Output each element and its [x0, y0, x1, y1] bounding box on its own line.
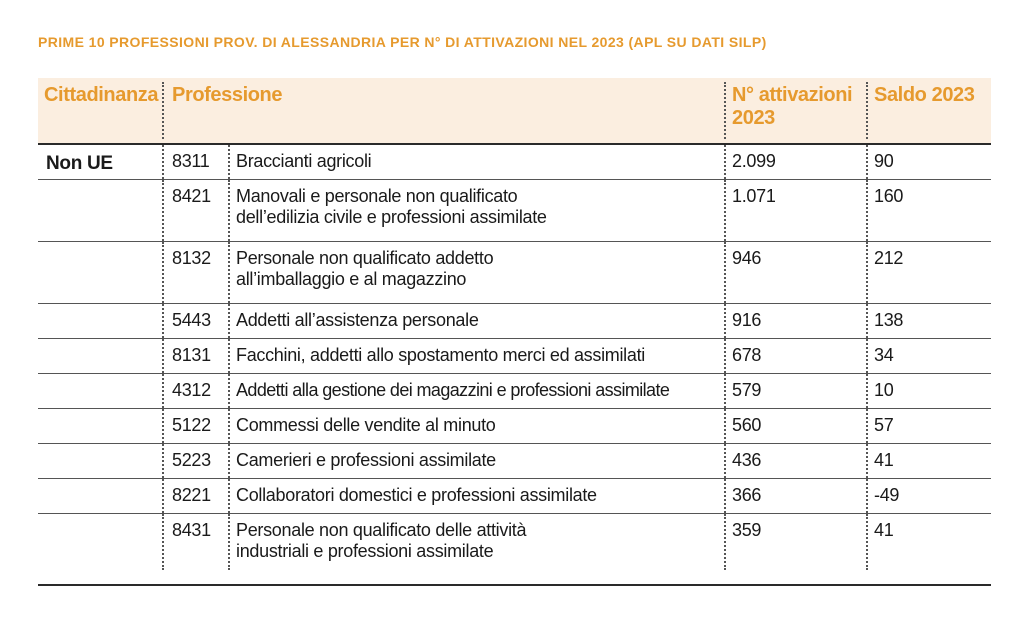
column-divider	[162, 180, 164, 241]
row-saldo: 41	[874, 450, 894, 470]
row-code: 8421	[172, 186, 211, 206]
row-description	[236, 310, 726, 331]
table-row	[38, 514, 991, 570]
row-description-line2: all’imballaggio e al magazzino	[236, 269, 467, 289]
row-description-line1: Personale non qualificato delle attività	[236, 520, 527, 540]
column-divider	[228, 374, 230, 408]
table-body	[38, 145, 991, 570]
row-saldo: 57	[874, 415, 894, 435]
page-title: PRIME 10 PROFESSIONI PROV. DI ALESSANDRIA PER N° DI ATTIVAZIONI NEL 2023 (APL SU DATI SILP)	[38, 34, 767, 50]
row-description	[236, 450, 726, 471]
column-divider	[724, 339, 726, 373]
row-description	[236, 485, 726, 506]
row-saldo: 160	[874, 186, 904, 206]
column-divider	[724, 242, 726, 303]
header-attivazioni	[732, 84, 864, 130]
row-saldo: 34	[874, 345, 894, 365]
column-divider	[162, 409, 164, 443]
row-code: 8131	[172, 345, 211, 365]
row-saldo: 212	[874, 248, 904, 268]
group-label: Non UE	[46, 153, 113, 174]
column-divider	[724, 409, 726, 443]
column-divider	[866, 339, 868, 373]
table-row	[38, 409, 991, 444]
column-divider	[866, 479, 868, 513]
row-description-line2: dell’edilizia civile e professioni assimilate	[236, 207, 547, 227]
header-cittadinanza: Cittadinanza	[44, 84, 159, 106]
row-saldo: 90	[874, 151, 894, 171]
column-divider	[228, 145, 230, 179]
row-attivazioni: 916	[732, 310, 762, 330]
column-divider	[228, 304, 230, 338]
header-saldo: Saldo 2023	[874, 84, 975, 106]
row-description-line1: Addetti alla gestione dei magazzini e professioni assimilate	[236, 380, 670, 400]
column-divider	[162, 374, 164, 408]
row-saldo: 138	[874, 310, 904, 330]
column-divider	[866, 514, 868, 570]
row-code: 4312	[172, 380, 211, 400]
column-divider	[724, 444, 726, 478]
column-divider	[162, 444, 164, 478]
column-divider	[866, 444, 868, 478]
row-description	[236, 520, 726, 562]
column-divider	[724, 180, 726, 241]
row-description-line1: Commessi delle vendite al minuto	[236, 415, 496, 435]
column-divider	[162, 339, 164, 373]
table-row	[38, 145, 991, 180]
row-code: 8311	[172, 151, 210, 171]
row-attivazioni: 366	[732, 485, 762, 505]
table-row	[38, 444, 991, 479]
row-description	[236, 380, 726, 401]
column-divider	[724, 374, 726, 408]
column-divider	[866, 145, 868, 179]
table-row	[38, 479, 991, 514]
column-divider	[228, 242, 230, 303]
row-description	[236, 415, 726, 436]
column-divider	[228, 444, 230, 478]
row-description-line1: Personale non qualificato addetto	[236, 248, 494, 268]
column-divider	[162, 514, 164, 570]
column-divider	[228, 409, 230, 443]
row-description	[236, 248, 726, 290]
row-saldo: 41	[874, 520, 894, 540]
row-code: 8132	[172, 248, 211, 268]
row-attivazioni: 579	[732, 380, 762, 400]
row-code: 5443	[172, 310, 211, 330]
row-attivazioni: 2.099	[732, 151, 776, 171]
row-description-line1: Addetti all’assistenza personale	[236, 310, 479, 330]
column-divider	[162, 304, 164, 338]
column-divider	[724, 304, 726, 338]
row-attivazioni: 359	[732, 520, 762, 540]
column-divider	[228, 339, 230, 373]
column-divider	[866, 180, 868, 241]
row-attivazioni: 560	[732, 415, 762, 435]
row-description	[236, 151, 726, 172]
table-row	[38, 180, 991, 242]
row-description-line1: Braccianti agricoli	[236, 151, 372, 171]
row-saldo: 10	[874, 380, 894, 400]
row-description	[236, 186, 726, 228]
column-divider	[228, 479, 230, 513]
row-code: 8221	[172, 485, 211, 505]
table-row	[38, 374, 991, 409]
row-description-line1: Facchini, addetti allo spostamento merci ed assimilati	[236, 345, 645, 365]
column-divider	[724, 479, 726, 513]
column-divider	[162, 479, 164, 513]
header-attivazioni-line1: N° attivazioni	[732, 84, 853, 106]
column-divider	[866, 409, 868, 443]
row-code: 5223	[172, 450, 211, 470]
column-divider	[724, 145, 726, 179]
header-attivazioni-line2: 2023	[732, 107, 775, 129]
row-saldo: -49	[874, 485, 900, 505]
row-description-line1: Collaboratori domestici e professioni assimilate	[236, 485, 597, 505]
row-attivazioni: 1.071	[732, 186, 776, 206]
column-divider	[724, 514, 726, 570]
table-row	[38, 242, 991, 304]
column-divider	[228, 180, 230, 241]
column-divider	[866, 242, 868, 303]
row-description	[236, 345, 726, 366]
row-attivazioni: 436	[732, 450, 762, 470]
row-code: 5122	[172, 415, 211, 435]
column-divider	[866, 304, 868, 338]
row-code: 8431	[172, 520, 211, 540]
column-divider	[866, 374, 868, 408]
row-description-line1: Camerieri e professioni assimilate	[236, 450, 496, 470]
column-divider	[866, 82, 868, 139]
header-professione: Professione	[172, 84, 283, 106]
row-attivazioni: 946	[732, 248, 762, 268]
column-divider	[162, 242, 164, 303]
column-divider	[228, 514, 230, 570]
professions-table	[38, 78, 991, 570]
table-row	[38, 339, 991, 374]
column-divider	[162, 145, 164, 179]
column-divider	[724, 82, 726, 139]
row-description-line1: Manovali e personale non qualificato	[236, 186, 518, 206]
table-row	[38, 304, 991, 339]
column-divider	[162, 82, 164, 139]
row-attivazioni: 678	[732, 345, 762, 365]
row-description-line2: industriali e professioni assimilate	[236, 541, 494, 561]
table-header	[38, 78, 991, 145]
table-bottom-rule	[38, 584, 991, 586]
